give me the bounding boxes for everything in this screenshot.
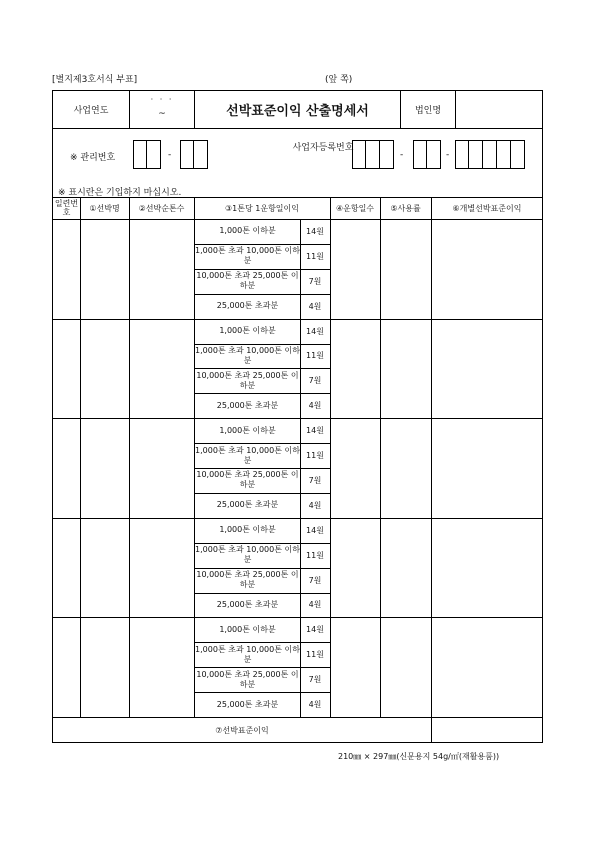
- individual-profit-field[interactable]: [432, 519, 542, 617]
- col-days: ④운항일수: [335, 203, 375, 213]
- tonnage-band-label: 1,000톤 초과 10,000톤 이하분: [195, 644, 300, 664]
- col-profit-per-ton: ③1톤당 1운항일이익: [225, 203, 299, 213]
- divider: [300, 518, 301, 618]
- ship-name-field[interactable]: [81, 519, 129, 617]
- mgmt-number-field-1[interactable]: [133, 140, 161, 169]
- rate-field[interactable]: [381, 419, 431, 517]
- net-ton-field[interactable]: [130, 320, 194, 418]
- band-profit-value: 11원: [306, 650, 324, 660]
- tonnage-band-label: 1,000톤 이하분: [219, 326, 276, 336]
- band-profit-value: 11원: [306, 550, 324, 560]
- total-label: ⑦선박표준이익: [215, 725, 269, 735]
- band-profit-value: 11원: [306, 251, 324, 261]
- band-profit-value: 7원: [308, 575, 322, 585]
- total-value-field[interactable]: [432, 718, 542, 742]
- ship-name-field[interactable]: [81, 618, 129, 716]
- dash: -: [446, 150, 450, 160]
- band-profit-value: 7원: [308, 376, 322, 386]
- band-profit-value: 4원: [308, 600, 322, 610]
- serial-field[interactable]: [53, 220, 80, 318]
- corp-label: 법인명: [414, 105, 442, 116]
- days-field[interactable]: [331, 419, 380, 517]
- col-individual: ⑥개별선박표준이익: [452, 203, 522, 213]
- individual-profit-field[interactable]: [432, 419, 542, 517]
- dash: -: [168, 150, 172, 160]
- tonnage-band-label: 1,000톤 이하분: [219, 525, 276, 535]
- corp-name-field[interactable]: [456, 90, 542, 128]
- tonnage-band-label: 10,000톤 초과 25,000톤 이하분: [196, 570, 299, 590]
- band-profit-value: 11원: [306, 351, 324, 361]
- serial-field[interactable]: [53, 419, 80, 517]
- tonnage-band-label: 1,000톤 초과 10,000톤 이하분: [195, 545, 300, 565]
- biz-label: 사업자등록번호: [292, 143, 354, 153]
- rate-field[interactable]: [381, 519, 431, 617]
- individual-profit-field[interactable]: [432, 220, 542, 318]
- biz-number-field-3[interactable]: [455, 140, 525, 169]
- tonnage-band-label: 1,000톤 이하분: [219, 226, 276, 236]
- band-profit-value: 7원: [308, 475, 322, 485]
- net-ton-field[interactable]: [130, 220, 194, 318]
- year-label: 사업연도: [73, 105, 109, 116]
- tonnage-band-label: 25,000톤 초과분: [216, 400, 279, 410]
- tonnage-band-label: 10,000톤 초과 25,000톤 이하분: [196, 271, 299, 291]
- serial-field[interactable]: [53, 519, 80, 617]
- col-serial: 일련번호: [54, 199, 79, 217]
- rate-field[interactable]: [381, 320, 431, 418]
- net-ton-field[interactable]: [130, 419, 194, 517]
- year-dots: · · ·: [150, 94, 174, 104]
- form-tag: [별지제3호서식 부표]: [52, 75, 138, 85]
- biz-number-field-2[interactable]: [413, 140, 441, 169]
- band-profit-value: 14원: [306, 625, 324, 635]
- tonnage-band-label: 1,000톤 초과 10,000톤 이하분: [195, 345, 300, 365]
- rate-field[interactable]: [381, 220, 431, 318]
- individual-profit-field[interactable]: [432, 320, 542, 418]
- col-ship-name: ①선박명: [89, 203, 120, 213]
- tonnage-band-label: 1,000톤 이하분: [219, 425, 276, 435]
- tonnage-band-label: 1,000톤 초과 10,000톤 이하분: [195, 246, 300, 266]
- tonnage-band-label: 10,000톤 초과 25,000톤 이하분: [196, 370, 299, 390]
- serial-field[interactable]: [53, 320, 80, 418]
- page-side: (앞 쪽): [325, 75, 353, 85]
- band-profit-value: 4원: [308, 500, 322, 510]
- days-field[interactable]: [331, 220, 380, 318]
- band-profit-value: 14원: [306, 326, 324, 336]
- band-profit-value: 4원: [308, 700, 322, 710]
- tonnage-band-label: 25,000톤 초과분: [216, 500, 279, 510]
- tonnage-band-label: 10,000톤 초과 25,000톤 이하분: [196, 669, 299, 689]
- tonnage-band-label: 1,000톤 초과 10,000톤 이하분: [195, 445, 300, 465]
- band-profit-value: 11원: [306, 451, 324, 461]
- divider: [300, 418, 301, 518]
- net-ton-field[interactable]: [130, 618, 194, 716]
- ship-name-field[interactable]: [81, 419, 129, 517]
- tonnage-band-label: 25,000톤 초과분: [216, 301, 279, 311]
- footer-spec: 210㎜ × 297㎜(신문용지 54g/㎡(재활용품)): [338, 752, 500, 761]
- band-profit-value: 7원: [308, 276, 322, 286]
- divider: [52, 128, 543, 129]
- days-field[interactable]: [331, 320, 380, 418]
- note: ※ 표시란은 기입하지 마십시오.: [58, 188, 182, 198]
- days-field[interactable]: [331, 618, 380, 716]
- col-net-ton: ②선박순톤수: [138, 203, 185, 213]
- dash: -: [400, 150, 404, 160]
- mgmt-number-field-2[interactable]: [180, 140, 208, 169]
- band-profit-value: 4원: [308, 301, 322, 311]
- tonnage-band-label: 25,000톤 초과분: [216, 599, 279, 609]
- band-profit-value: 14원: [306, 426, 324, 436]
- tonnage-band-label: 25,000톤 초과분: [216, 699, 279, 709]
- rate-field[interactable]: [381, 618, 431, 716]
- ship-name-field[interactable]: [81, 220, 129, 318]
- divider: [300, 319, 301, 419]
- year-tilde: ~: [158, 109, 166, 119]
- band-profit-value: 14원: [306, 525, 324, 535]
- mgmt-label: ※ 관리번호: [70, 153, 116, 163]
- page-title: 선박표준이익 산출명세서: [226, 103, 369, 119]
- biz-number-field-1[interactable]: [352, 140, 394, 169]
- band-profit-value: 14원: [306, 226, 324, 236]
- band-profit-value: 4원: [308, 401, 322, 411]
- net-ton-field[interactable]: [130, 519, 194, 617]
- serial-field[interactable]: [53, 618, 80, 716]
- days-field[interactable]: [331, 519, 380, 617]
- col-rate: ⑤사용률: [390, 203, 421, 213]
- ship-name-field[interactable]: [81, 320, 129, 418]
- divider: [300, 219, 301, 319]
- tonnage-band-label: 10,000톤 초과 25,000톤 이하분: [196, 470, 299, 490]
- band-profit-value: 7원: [308, 675, 322, 685]
- individual-profit-field[interactable]: [432, 618, 542, 716]
- tonnage-band-label: 1,000톤 이하분: [219, 624, 276, 634]
- divider: [300, 617, 301, 717]
